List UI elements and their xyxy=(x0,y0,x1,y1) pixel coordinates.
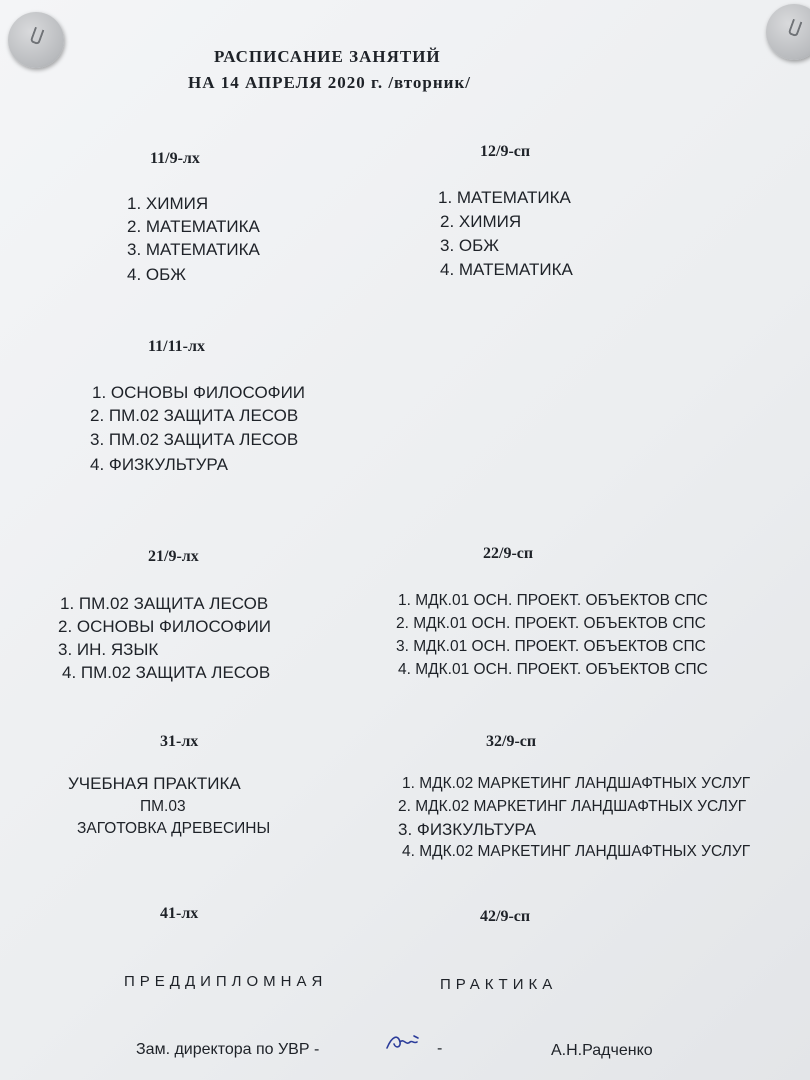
lesson: 1. ОСНОВЫ ФИЛОСОФИИ xyxy=(92,383,306,402)
pushpin-icon xyxy=(766,4,810,60)
lesson: 4. МДК.01 ОСН. ПРОЕКТ. ОБЪЕКТОВ СПС xyxy=(398,661,708,678)
lesson: 3. ПМ.02 ЗАЩИТА ЛЕСОВ xyxy=(90,430,299,449)
lesson: УЧЕБНАЯ ПРАКТИКА xyxy=(68,774,241,793)
lesson: 2. МАТЕМАТИКА xyxy=(127,217,260,236)
lesson: 1. МДК.01 ОСН. ПРОЕКТ. ОБЪЕКТОВ СПС xyxy=(398,592,708,609)
lesson: ПМ.03 xyxy=(140,798,186,815)
lesson: 4. ФИЗКУЛЬТУРА xyxy=(90,455,228,474)
group-name: 21/9-лх xyxy=(148,548,199,565)
lesson: 2. МДК.02 МАРКЕТИНГ ЛАНДШАФТНЫХ УСЛУГ xyxy=(398,798,747,815)
group-name: 11/11-лх xyxy=(148,338,205,355)
group-name: 12/9-сп xyxy=(480,143,531,160)
pushpin-icon xyxy=(8,12,64,68)
lesson: 3. МДК.01 ОСН. ПРОЕКТ. ОБЪЕКТОВ СПС xyxy=(396,638,706,655)
lesson: 3. МАТЕМАТИКА xyxy=(127,240,260,259)
group-name: 32/9-сп xyxy=(486,733,537,750)
group-name: 31-лх xyxy=(160,733,199,750)
handwritten-signature xyxy=(384,1030,432,1054)
lesson: 2. МДК.01 ОСН. ПРОЕКТ. ОБЪЕКТОВ СПС xyxy=(396,615,706,632)
lesson: ЗАГОТОВКА ДРЕВЕСИНЫ xyxy=(77,820,271,837)
group-name: 42/9-сп xyxy=(480,908,531,925)
signatory-position: Зам. директора по УВР - xyxy=(136,1041,320,1058)
practice-label-left: ПРЕДДИПЛОМНАЯ xyxy=(124,973,328,990)
signatory-name: А.Н.Радченко xyxy=(551,1042,653,1059)
lesson: 1. ХИМИЯ xyxy=(127,194,209,213)
signature-dash: - xyxy=(437,1040,443,1057)
lesson: 2. ОСНОВЫ ФИЛОСОФИИ xyxy=(58,617,272,636)
lesson: 3. ИН. ЯЗЫК xyxy=(58,640,159,659)
page-subtitle: НА 14 АПРЕЛЯ 2020 г. /вторник/ xyxy=(188,73,471,92)
group-name: 11/9-лх xyxy=(150,150,200,167)
group-name: 41-лх xyxy=(160,905,199,922)
lesson: 3. ФИЗКУЛЬТУРА xyxy=(398,820,536,839)
page-title: РАСПИСАНИЕ ЗАНЯТИЙ xyxy=(214,47,441,66)
lesson: 4. ОБЖ xyxy=(127,265,186,284)
lesson: 4. МАТЕМАТИКА xyxy=(440,260,573,279)
lesson: 1. ПМ.02 ЗАЩИТА ЛЕСОВ xyxy=(60,594,269,613)
lesson: 1. МДК.02 МАРКЕТИНГ ЛАНДШАФТНЫХ УСЛУГ xyxy=(402,775,751,792)
lesson: 2. ХИМИЯ xyxy=(440,212,522,231)
lesson: 1. МАТЕМАТИКА xyxy=(438,188,571,207)
group-name: 22/9-сп xyxy=(483,545,534,562)
lesson: 3. ОБЖ xyxy=(440,236,499,255)
lesson: 2. ПМ.02 ЗАЩИТА ЛЕСОВ xyxy=(90,406,299,425)
lesson: 4. ПМ.02 ЗАЩИТА ЛЕСОВ xyxy=(62,663,271,682)
lesson: 4. МДК.02 МАРКЕТИНГ ЛАНДШАФТНЫХ УСЛУГ xyxy=(402,843,751,860)
practice-label-right: ПРАКТИКА xyxy=(440,976,558,993)
